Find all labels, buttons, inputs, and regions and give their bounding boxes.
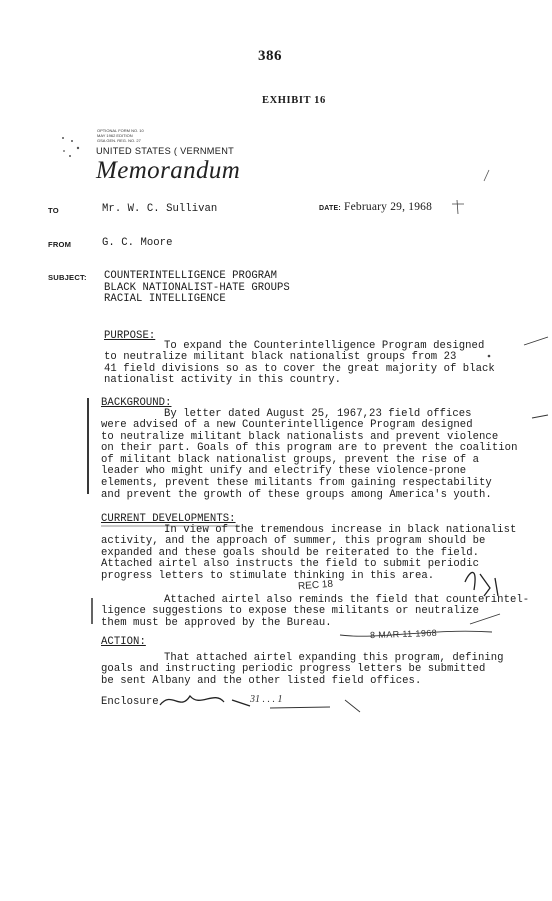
stamp-line bbox=[340, 614, 500, 636]
government-line: UNITED STATES ( VERNMENT bbox=[96, 146, 235, 156]
right-margin-line bbox=[524, 337, 548, 418]
memorandum-title: Memorandum bbox=[96, 157, 241, 184]
purpose-line-1: To expand the Counterintelligence Program designed bbox=[164, 340, 485, 352]
header-dots bbox=[62, 137, 79, 157]
current-developments-line-2a: Attached airtel also reminds the field that counterintel- bbox=[164, 594, 530, 606]
from-label: FROM bbox=[48, 240, 72, 249]
current-developments-heading: CURRENT DEVELOPMENTS: bbox=[101, 513, 236, 525]
background-line-1: By letter dated August 25, 1967,23 field offices bbox=[164, 408, 472, 420]
purpose-dot bbox=[488, 355, 491, 358]
to-value: Mr. W. C. Sullivan bbox=[102, 203, 218, 215]
corner-dash bbox=[484, 170, 489, 181]
enclosure-annotation: 31 . . . 1 bbox=[250, 694, 283, 705]
background-paragraph: were advised of a new Counterintelligence Program designed to neutralize militant black nationalists and prevent violence on their part. Goals of this program are to prevent the coalition of militant black nationalist groups, prevent the rise of a leader who might unify and electrify these violence-prone elements, prevent these militants from gaining respectability and prevent the growth of these groups among America's youth. bbox=[101, 419, 518, 501]
purpose-heading: PURPOSE: bbox=[104, 330, 156, 342]
from-value: G. C. Moore bbox=[102, 237, 173, 249]
to-label: TO bbox=[48, 206, 59, 215]
current-developments-paragraph-2: ligence suggestions to expose these militants or neutralize them must be approved by the Bureau. bbox=[101, 605, 480, 629]
action-paragraph: goals and instructing periodic progress letters be submitted be sent Albany and the other listed field offices. bbox=[101, 663, 486, 687]
page-number: 386 bbox=[258, 48, 282, 64]
current-developments-line-1: In view of the tremendous increase in black nationalist bbox=[164, 524, 517, 536]
rec-stamp: REC 18 bbox=[297, 578, 334, 593]
enclosure-label: Enclosure bbox=[101, 696, 159, 708]
enclosure-dash-line bbox=[270, 700, 360, 712]
date-tick-mark bbox=[452, 200, 464, 214]
enclosure-handwriting bbox=[160, 696, 250, 706]
action-heading: ACTION: bbox=[101, 636, 146, 648]
form-number: OPTIONAL FORM NO. 10 MAY 1962 EDITION GSA GEN. REG. NO. 27 bbox=[97, 128, 144, 143]
background-heading: BACKGROUND: bbox=[101, 397, 172, 409]
exhibit-label: EXHIBIT 16 bbox=[262, 95, 326, 106]
date-stamp: 8 MAR 11 1968 bbox=[369, 627, 438, 641]
current-developments-paragraph: activity, and the approach of summer, this program should be expanded and these goals should be reiterated to the field. Attached airtel also instructs the field to submit periodic progress letters to stimulate thinking in this area. bbox=[101, 535, 486, 582]
date-value: February 29, 1968 bbox=[344, 201, 433, 213]
action-line-1: That attached airtel expanding this program, defining bbox=[164, 652, 504, 664]
purpose-paragraph: to neutralize militant black nationalist groups from 23 41 field divisions so as to cover the great majority of black nationalist activity in this country. bbox=[104, 351, 495, 387]
handwritten-scribble bbox=[465, 572, 498, 596]
subject-label: SUBJECT: bbox=[48, 273, 87, 282]
date-label: DATE: bbox=[319, 205, 341, 212]
subject-lines: COUNTERINTELLIGENCE PROGRAM BLACK NATIONALIST-HATE GROUPS RACIAL INTELLIGENCE bbox=[104, 270, 290, 306]
